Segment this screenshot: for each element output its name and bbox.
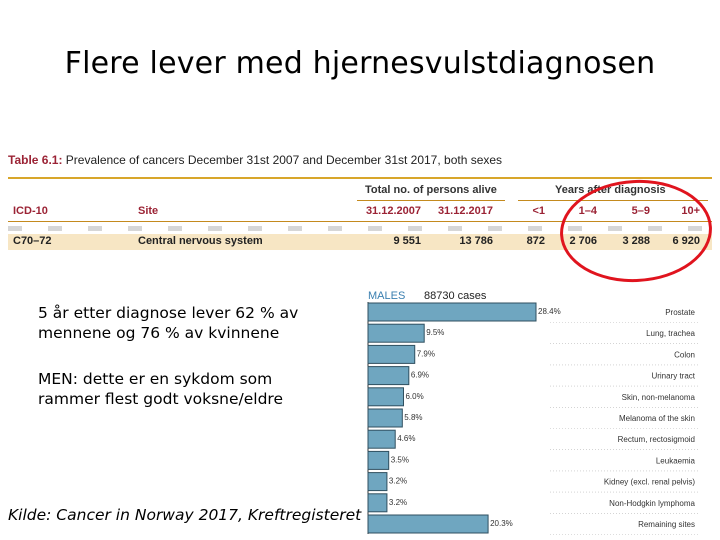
table-col-2007: 31.12.2007: [365, 205, 421, 217]
chart-value-label: 20.3%: [490, 519, 513, 528]
table-col-site: Site: [138, 205, 159, 217]
table-col-lt1: <1: [532, 205, 545, 217]
age-note-line1: MEN: dette er en sykdom som: [38, 370, 273, 388]
chart-subtitle: 88730 cases: [424, 290, 487, 302]
chart-value-label: 6.9%: [410, 370, 430, 380]
males-cancer-chart: [360, 286, 700, 536]
chart-value-label: 4.6%: [397, 434, 416, 444]
table-cell-2007: 9 551: [393, 235, 421, 247]
chart-value-label: 3.5%: [390, 455, 409, 465]
chart-bar: [368, 388, 403, 406]
chart-bar: [368, 345, 415, 363]
table-col-1-4: 1–4: [578, 205, 597, 217]
table-cell-2017: 13 786: [459, 235, 493, 247]
chart-category-label: Remaining sites: [638, 520, 695, 529]
chart-category-label: Lung, trachea: [646, 329, 695, 339]
chart-value-label: 9.5%: [426, 328, 445, 338]
table-caption-text: Prevalence of cancers December 31st 2007 and December 31st 2017, both sexes: [62, 153, 503, 167]
chart-value-label: 3.2%: [388, 476, 408, 486]
chart-bar: [368, 515, 488, 533]
chart-title: MALES: [368, 290, 406, 302]
chart-bar: [368, 367, 409, 385]
chart-value-label: 5.8%: [404, 413, 423, 422]
chart-category-label: Melanoma of the skin: [618, 414, 695, 423]
table-group-years: Years after diagnosis: [555, 184, 666, 196]
chart-category-label: Non-Hodgkin lymphoma: [609, 498, 695, 508]
chart-bar: [368, 324, 424, 342]
table-group-total: Total no. of persons alive: [365, 184, 497, 196]
table-top-rule: [8, 177, 712, 179]
table-cell-icd: C70–72: [13, 235, 52, 247]
table-cell-site: Central nervous system: [138, 235, 263, 247]
chart-category-label: Urinary tract: [651, 371, 695, 381]
chart-bar: [368, 473, 387, 491]
age-note: [38, 369, 348, 409]
chart-value-label: 3.2%: [388, 497, 408, 507]
table-cell-1-4: 2 706: [569, 235, 597, 247]
table-col-5-9: 5–9: [631, 205, 650, 217]
chart-category-label: Colon: [674, 350, 695, 360]
chart-bar: [368, 409, 402, 427]
table-group-total-rule: [357, 200, 505, 201]
chart-bar: [368, 430, 395, 448]
table-col-10plus: 10+: [681, 205, 700, 217]
chart-bar: [368, 494, 387, 512]
chart-value-label: 6.0%: [405, 391, 424, 401]
age-note-line2: rammer flest godt voksne/eldre: [38, 390, 283, 408]
chart-bar: [368, 451, 389, 469]
chart-bar: [368, 303, 536, 321]
source-citation: Kilde: Cancer in Norway 2017, Kreftregisteret: [8, 506, 362, 524]
table-col-2017: 31.12.2017: [437, 205, 493, 217]
table-cell-lt1: 872: [526, 235, 545, 247]
chart-category-label: Rectum, rectosigmoid: [617, 435, 695, 445]
chart-value-label: 28.4%: [538, 307, 561, 316]
chart-category-label: Prostate: [665, 308, 695, 317]
table-col-icd: ICD-10: [13, 205, 48, 217]
table-caption: [8, 153, 502, 167]
chart-category-label: Leukaemia: [655, 456, 695, 466]
slide-title: Flere lever med hjernesvulstdiagnosen: [64, 46, 656, 81]
table-cell-10plus: 6 920: [672, 235, 700, 247]
table-caption-label: Table 6.1:: [8, 153, 63, 167]
survival-note: [38, 303, 348, 343]
survival-note-line2: mennene og 76 % av kvinnene: [38, 324, 280, 342]
chart-value-label: 7.9%: [416, 349, 435, 359]
survival-note-line1: 5 år etter diagnose lever 62 % av: [38, 304, 299, 322]
table-cell-5-9: 3 288: [622, 235, 650, 247]
chart-category-label: Skin, non-melanoma: [621, 392, 695, 402]
chart-category-label: Kidney (excl. renal pelvis): [603, 477, 695, 487]
